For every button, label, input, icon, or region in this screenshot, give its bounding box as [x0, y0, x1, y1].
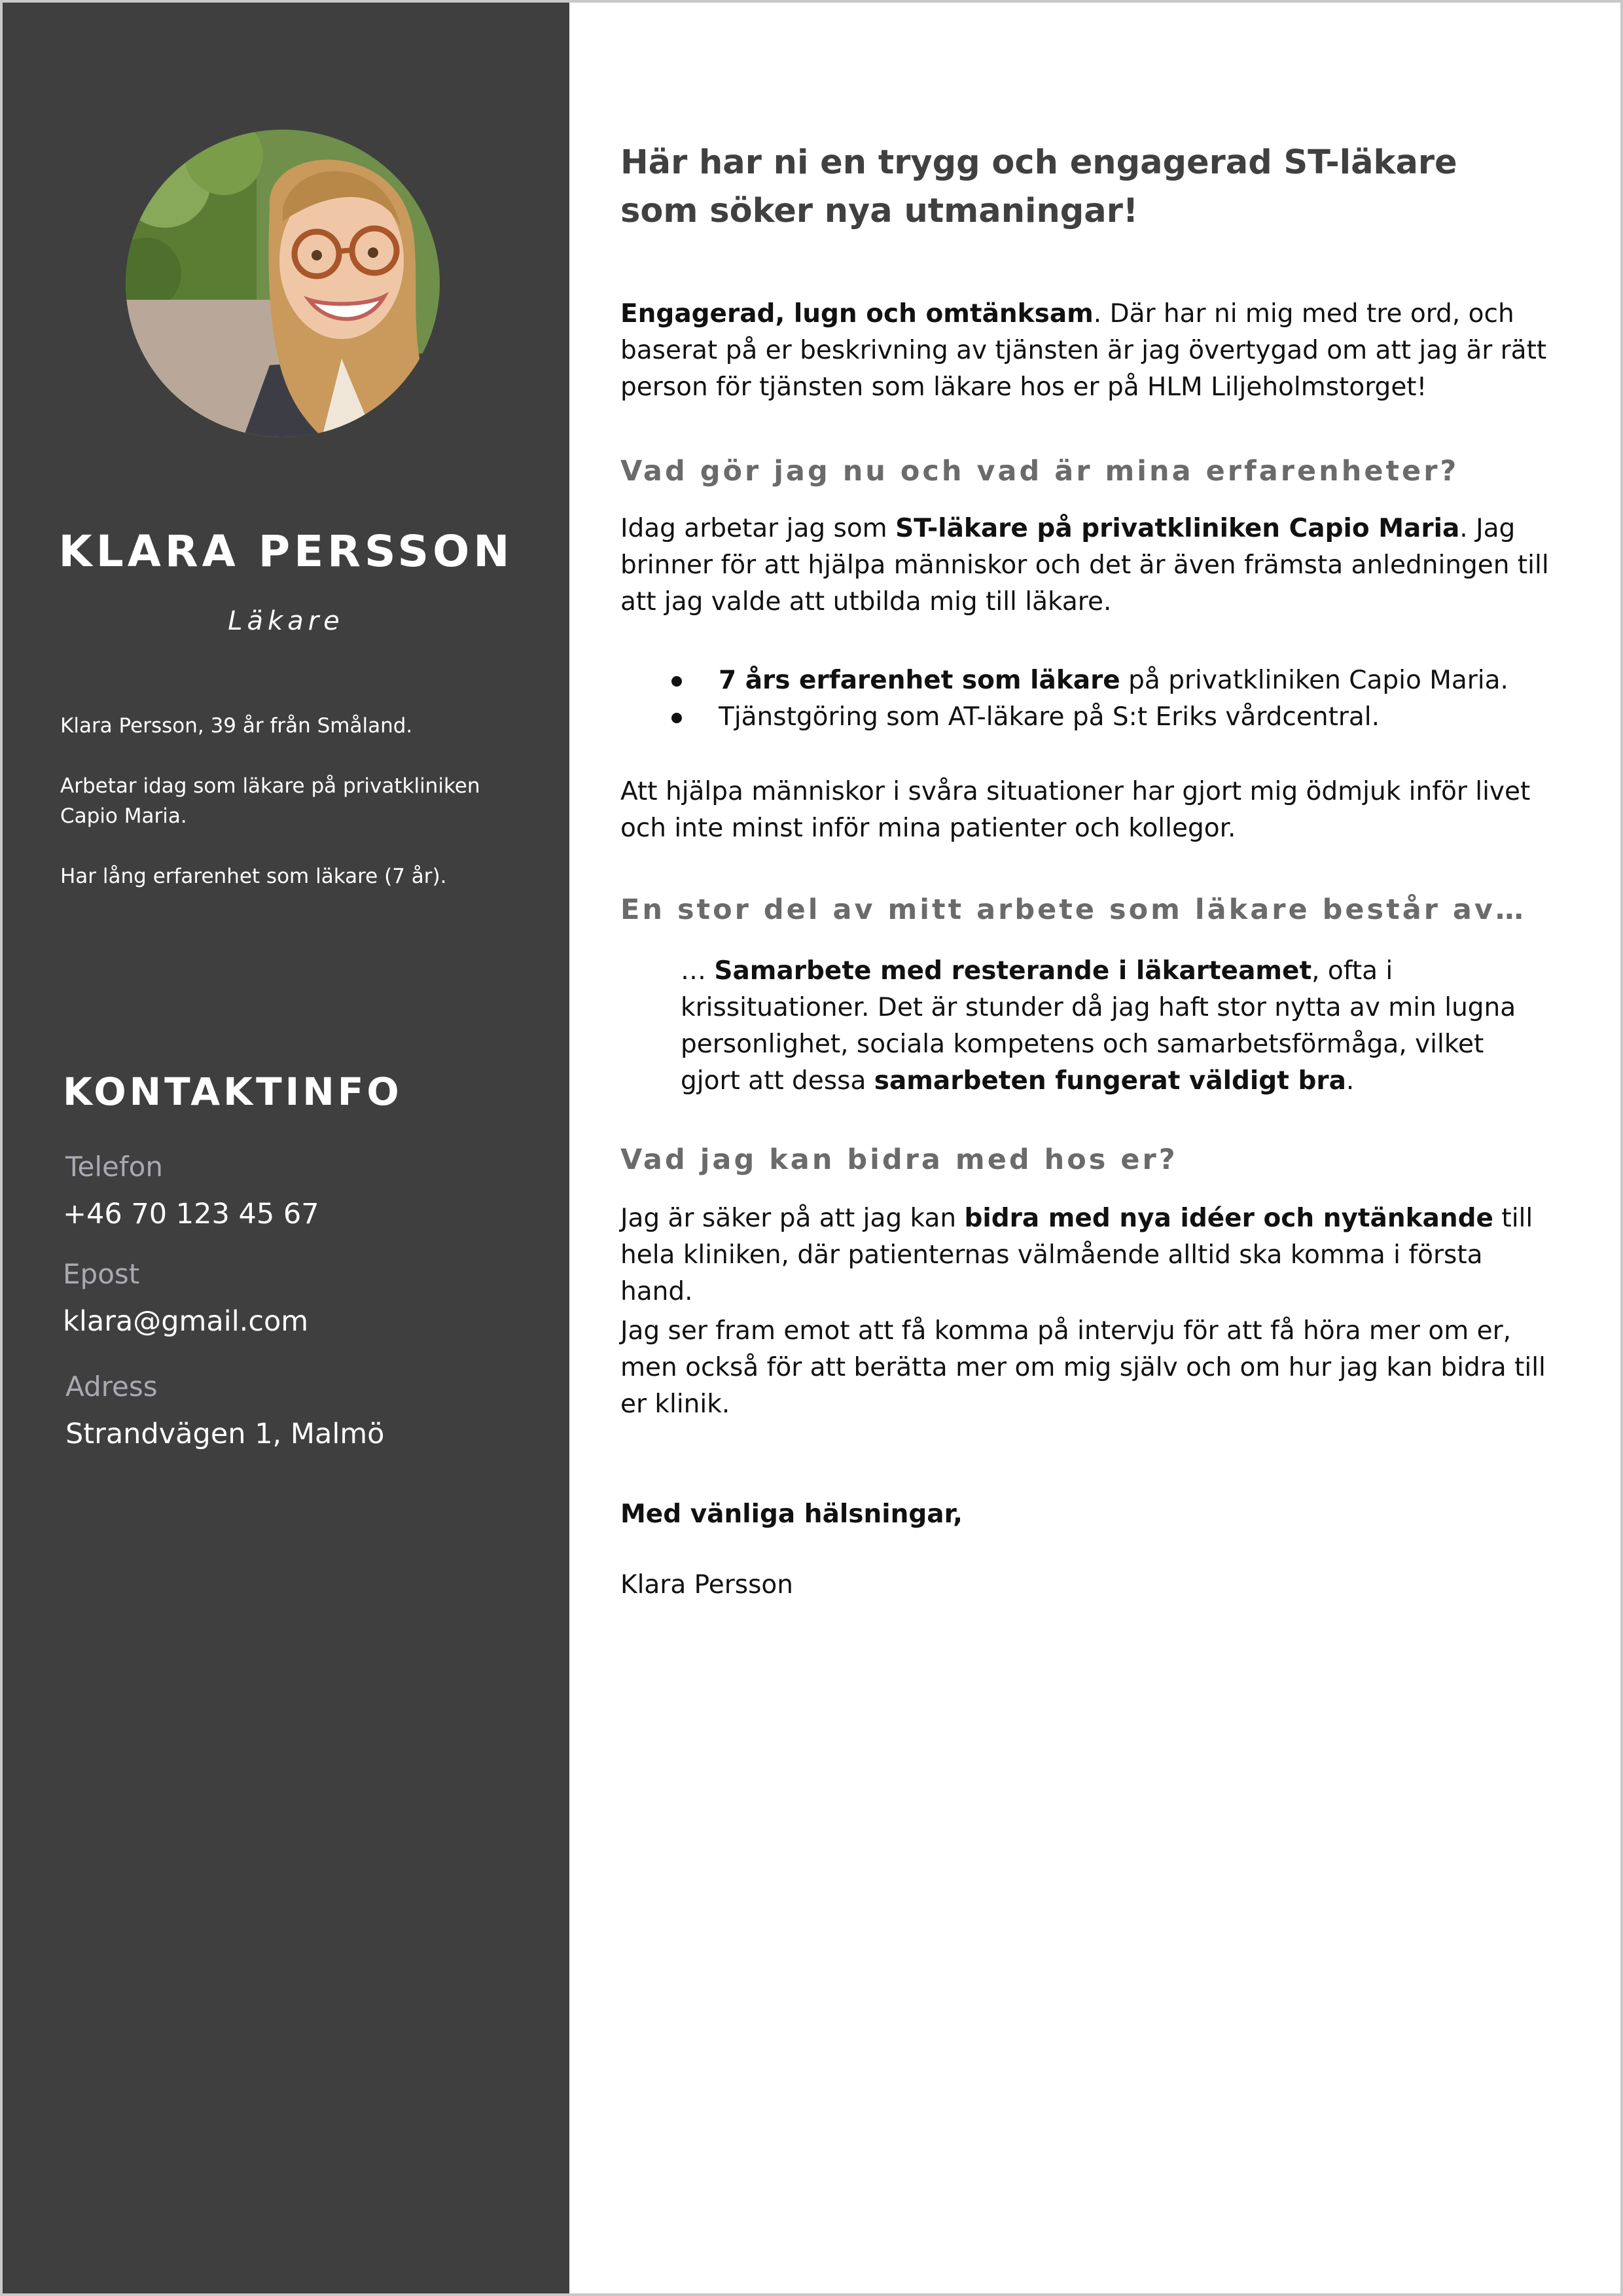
bullet-text: Tjänstgöring som AT-läkare på S:t Eriks vårdcentral.: [719, 702, 1380, 732]
section-heading-contribution: Vad jag kan bidra med hos er?: [620, 1143, 1178, 1176]
letter-headline: [620, 139, 1576, 236]
address-value: Strandvägen 1, Malmö: [65, 1418, 385, 1450]
profile-photo: [126, 130, 440, 437]
work-quote: [681, 953, 1551, 1100]
contribution-bold: bidra med nya idéer och nytänkande: [964, 1204, 1493, 1233]
email-label: Epost: [63, 1258, 140, 1290]
address-label: Adress: [65, 1371, 158, 1403]
experience-bold: ST-läkare på privatkliniken Capio Maria: [895, 514, 1460, 543]
contribution-text: till hela kliniken, där patienternas välmående alltid ska komma i första hand.: [620, 1204, 1533, 1306]
contact-title: KONTAKTINFO: [63, 1069, 402, 1114]
about-line: Klara Persson, 39 år från Småland.: [60, 714, 413, 738]
portrait-illustration: [126, 130, 440, 437]
quote-bold: Samarbete med resterande i läkarteamet: [714, 956, 1312, 986]
intro-text: . Där har ni mig med tre ord, och baserat på er beskrivning av tjänsten är jag övertygad om att jag är rätt person för tjänsten som läkare hos er på HLM Liljeholmstorget!: [620, 299, 1547, 402]
list-item: [620, 662, 1550, 699]
contribution-paragraph: [620, 1200, 1550, 1310]
phone-value[interactable]: +46 70 123 45 67: [63, 1198, 319, 1230]
quote-text: , ofta i krissituationer. Det är stunder då jag haft stor nytta av min lugna personlighet, sociala kompetens och samarbetsförmåga, vilket gjort att dessa: [681, 956, 1516, 1096]
cv-page: [3, 3, 1620, 2293]
section-heading-experience: Vad gör jag nu och vad är mina erfarenheter?: [620, 455, 1459, 488]
sidebar: [3, 3, 569, 2293]
bullet-icon: [671, 676, 682, 687]
signature: Klara Persson: [620, 1570, 794, 1600]
list-item: [620, 699, 1550, 736]
headline-line-1: Här har ni en trygg och engagerad ST-läkare: [620, 143, 1457, 182]
section-heading-work: En stor del av mitt arbete som läkare består av…: [620, 893, 1526, 926]
contribution-text: Jag är säker på att jag kan: [620, 1204, 965, 1233]
quote-text: .: [1346, 1066, 1355, 1096]
candidate-role: Läkare: [228, 606, 344, 636]
closing-paragraph: Att hjälpa människor i svåra situationer har gjort mig ödmjuk inför livet och inte minst inför mina patienter och kollegor.: [620, 777, 1531, 843]
about-line: Arbetar idag som läkare på privatkliniken Capio Maria.: [60, 774, 480, 828]
intro-bold: Engagerad, lugn och omtänksam: [620, 299, 1094, 329]
intro-paragraph: [620, 296, 1550, 406]
quote-bold: samarbeten fungerat väldigt bra: [874, 1066, 1346, 1096]
interview-paragraph: Jag ser fram emot att få komma på intervju för att få höra mer om er, men också för att berätta mer om mig själv och om hur jag kan bidra till er klinik.: [620, 1316, 1546, 1419]
email-value[interactable]: klara@gmail.com: [63, 1305, 309, 1338]
bullet-bold: 7 års erfarenhet som läkare: [719, 666, 1120, 695]
about-line: Har lång erfarenhet som läkare (7 år).: [60, 865, 447, 888]
headline-line-2: som söker nya utmaningar!: [620, 192, 1139, 230]
experience-text: . Jag brinner för att hjälpa människor och det är även främsta anledningen till att jag valde att utbilda mig till läkare.: [620, 514, 1549, 617]
bullet-text: på privatkliniken Capio Maria.: [1120, 666, 1508, 695]
about-section: [60, 711, 505, 922]
experience-list: [620, 662, 1550, 736]
candidate-name: KLARA PERSSON: [58, 526, 514, 577]
experience-paragraph: [620, 511, 1550, 620]
phone-label: Telefon: [65, 1151, 163, 1183]
quote-text: …: [681, 956, 715, 986]
bullet-icon: [671, 713, 682, 723]
experience-text: Idag arbetar jag som: [620, 514, 896, 543]
signoff: Med vänliga hälsningar,: [620, 1499, 963, 1529]
